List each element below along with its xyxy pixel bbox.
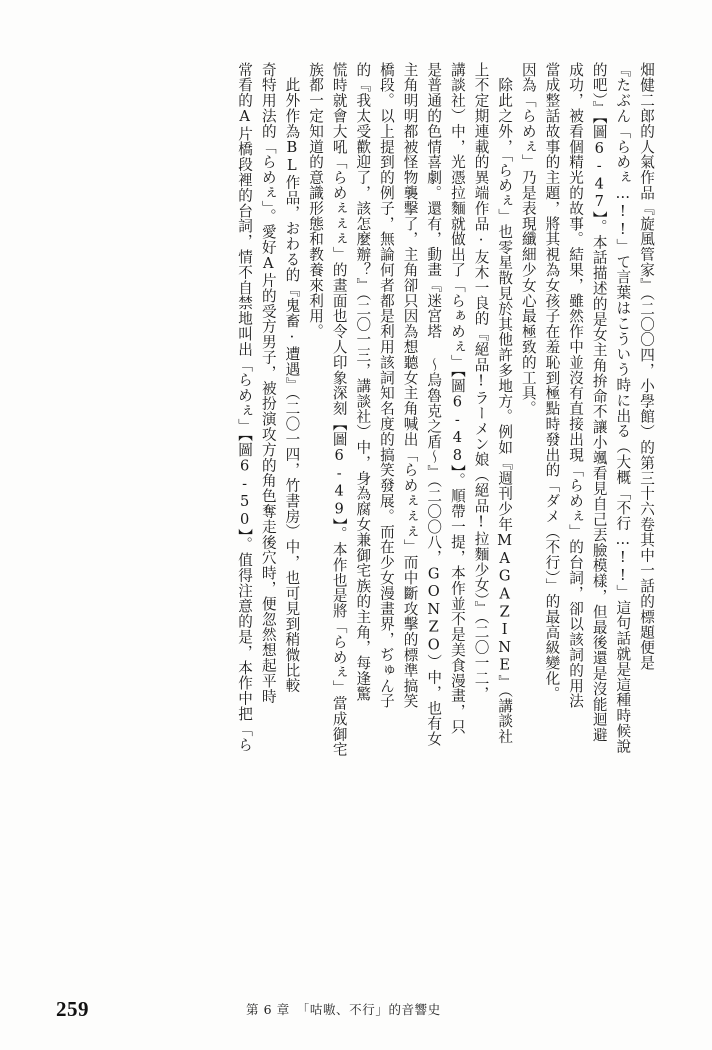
- text-column: 此外作為BL作品，おわる的『鬼畜·遭遇』（二〇一四，竹書房）中，也可見到稍微比較: [283, 62, 301, 694]
- text-column: 當成整話故事的主題，將其視為女孩子在羞恥到極點時發出的「ダメ（不行）」的最高級變化。: [543, 62, 561, 702]
- body-text: [54, 62, 658, 942]
- text-column: 是普通的色情喜劇。還有，動畫『迷宮塔 ～烏魯克之盾～』（二〇〇八，GONZO）中，也有女: [425, 62, 443, 747]
- text-column: 主角明明都被怪物襲擊了，主角卻只因為想聽女主角喊出「らめぇぇぇ」而中斷攻擊的標準搞笑: [401, 62, 419, 709]
- text-column: 講談社）中，光憑拉麵就做出了「らぁめぇ」【圖6-48】。順帶一提，本作並不是美食漫畫，只: [448, 62, 466, 735]
- page-number: 259: [56, 997, 89, 1021]
- text-column: 橋段。以上提到的例子，無論何者都是利用該詞知名度的搞笑發展。而在少女漫畫界，ぢゅん子: [377, 62, 395, 709]
- text-column: 常看的A片橋段裡的台詞，情不自禁地叫出「らめぇ」【圖6-50】。值得注意的是，本作中把「ら: [236, 62, 254, 753]
- text-column: 畑健二郎的人氣作品『旋風管家』（二〇〇四，小學館）的第三十六卷其中一話的標題便是: [638, 62, 655, 671]
- text-column: 成功，被看個精光的故事。結果，雖然作中並沒有直接出現「らめぇ」的台詞，卻以該詞的用法: [567, 62, 585, 709]
- page-footer: [0, 992, 712, 1022]
- text-column: 慌時就會大吼「らめぇぇぇ」的畫面也令人印象深刻【圖6-49】。本作也是將「らめぇ」當成御宅: [330, 62, 348, 758]
- text-column: 的吧）』【圖6-47】。本話描述的是女主角拚命不讓小颯看見自己丟臉模樣，但最後還是沒能迴避: [590, 62, 608, 743]
- text-column: 上不定期連載的異端作品·友木一良的『絕品!ラーメン娘（絕品!拉麵少女）』（二〇一二，: [472, 62, 490, 702]
- footer-chapter-title: 第 6 章 「咕嗷、不行」的音響史: [246, 1002, 441, 1017]
- text-column: 奇特用法的「らめぇ」。愛好A片的受方男子，被扮演攻方的角色奪走後穴時，便忽然想起平時: [259, 62, 277, 704]
- text-column: 因為「らめぇ」乃是表現纖細少女心最極致的工具。: [519, 62, 537, 417]
- text-column: 除此之外，「らめぇ」也零星散見於其他許多地方。例如『週刊少年MAGAZINE』（講談社: [496, 62, 514, 745]
- text-column: 『たぶん「らめぇ…!!」て言葉はこういう時に出る（大概「不行…!!」這句話就是這種時候說: [614, 62, 632, 754]
- text-column: 的『我太受歡迎了，該怎麼辦？』（二〇一三，講談社）中，身為腐女兼御宅族的主角，每逢驚: [354, 62, 372, 702]
- text-column: 族都一定知道的意識形態和教養來利用。: [307, 62, 325, 340]
